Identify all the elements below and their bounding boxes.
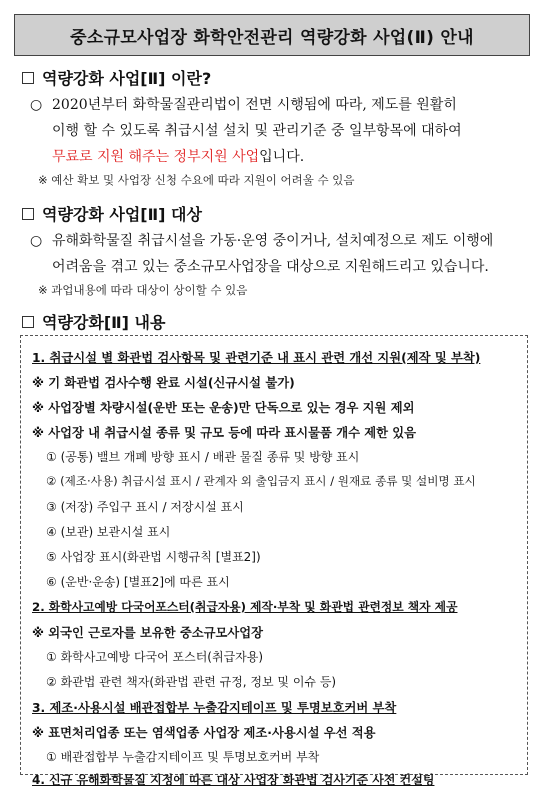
- section2-line2: 어려움을 겪고 있는 중소규모사업장을 대상으로 지원해드리고 있습니다.: [52, 259, 489, 275]
- detail-subitem: ① (공통) 밸브 개폐 방향 표시 / 배관 물질 종류 및 방향 표시: [46, 450, 360, 464]
- section2-body: [30, 228, 526, 280]
- square-bullet-icon: [22, 316, 34, 328]
- section2-heading: [22, 202, 202, 225]
- detail-subitem: ① 화학사고예방 다국어 포스터(취급자용): [46, 650, 264, 664]
- detail-item-2: 2. 화학사고예방 다국어포스터(취급자용) 제작·부착 및 화관법 관련정보 책자 제공: [32, 600, 458, 614]
- detail-note: ※ 표면처리업종 또는 염색업종 사업장 제조·사용시설 우선 적용: [32, 726, 376, 740]
- detail-note: ※ 사업장 내 취급시설 종류 및 규모 등에 따라 표시물품 개수 제한 있음: [32, 426, 417, 440]
- detail-note: ※ 외국인 근로자를 보유한 중소규모사업장: [32, 626, 264, 640]
- section1-note: ※ 예산 확보 및 사업장 신청 수요에 따라 지원이 어려울 수 있음: [38, 173, 355, 187]
- section2-heading-text: 역량강화 사업[Ⅱ] 대상: [42, 205, 202, 224]
- detail-item-3: 3. 제조·사용시설 배관접합부 누출감지테이프 및 투명보호커버 부착: [32, 701, 397, 715]
- detail-item-4: 4. 신규 유해화학물질 지정에 따른 대상 사업장 화관법 검사기준 사전 컨설팅: [32, 773, 435, 787]
- section1-line2: 이행 할 수 있도록 취급시설 설치 및 관리기준 중 일부항목에 대하여: [52, 123, 462, 139]
- square-bullet-icon: [22, 208, 34, 220]
- detail-subitem: ④ (보관) 보관시설 표시: [46, 525, 171, 539]
- section1-heading: [22, 66, 211, 89]
- detail-subitem: ② (제조·사용) 취급시설 표시 / 관계자 외 출입금지 표시 / 원재료 종류 및 설비명 표시: [46, 474, 476, 488]
- circle-bullet-icon: ○: [30, 97, 43, 113]
- section2-line1: 유해화학물질 취급시설을 가동·운영 중이거나, 설치예정으로 제도 이행에: [52, 233, 494, 249]
- detail-subitem: ③ (저장) 주입구 표시 / 저장시설 표시: [46, 500, 244, 514]
- page-title: 중소규모사업장 화학안전관리 역량강화 사업(Ⅱ) 안내: [14, 14, 530, 56]
- section3-heading-text: 역량강화[Ⅱ] 내용: [42, 313, 166, 332]
- section3-heading: [22, 310, 165, 333]
- detail-subitem: ⑤ 사업장 표시(화관법 시행규칙 [별표2]): [46, 550, 261, 564]
- section2-note: ※ 과업내용에 따라 대상이 상이할 수 있음: [38, 283, 248, 297]
- detail-subitem: ⑥ (운반·운송) [별표2]에 따른 표시: [46, 575, 230, 589]
- section1-heading-text: 역량강화 사업[Ⅱ] 이란?: [42, 69, 212, 88]
- section1-line1: 2020년부터 화학물질관리법이 전면 시행됨에 따라, 제도를 원활히: [52, 97, 457, 113]
- detail-note: ※ 사업장별 차량시설(운반 또는 운송)만 단독으로 있는 경우 지원 제외: [32, 401, 415, 415]
- detail-subitem: ② 화관법 관련 책자(화관법 관련 규정, 정보 및 이슈 등): [46, 675, 337, 689]
- square-bullet-icon: [22, 72, 34, 84]
- section1-line3-rest: 입니다.: [259, 149, 305, 165]
- section1-highlight: 무료로 지원 해주는 정부지원 사업: [52, 149, 260, 165]
- detail-note: ※ 기 화관법 검사수행 완료 시설(신규시설 불가): [32, 376, 295, 390]
- section1-body: [30, 92, 526, 170]
- detail-subitem: ① 배관접합부 누출감지테이프 및 투명보호커버 부착: [46, 750, 320, 764]
- detail-item-1: 1. 취급시설 별 화관법 검사항목 및 관련기준 내 표시 관련 개선 지원(제작 및 부착): [32, 351, 481, 365]
- circle-bullet-icon: ○: [30, 233, 43, 249]
